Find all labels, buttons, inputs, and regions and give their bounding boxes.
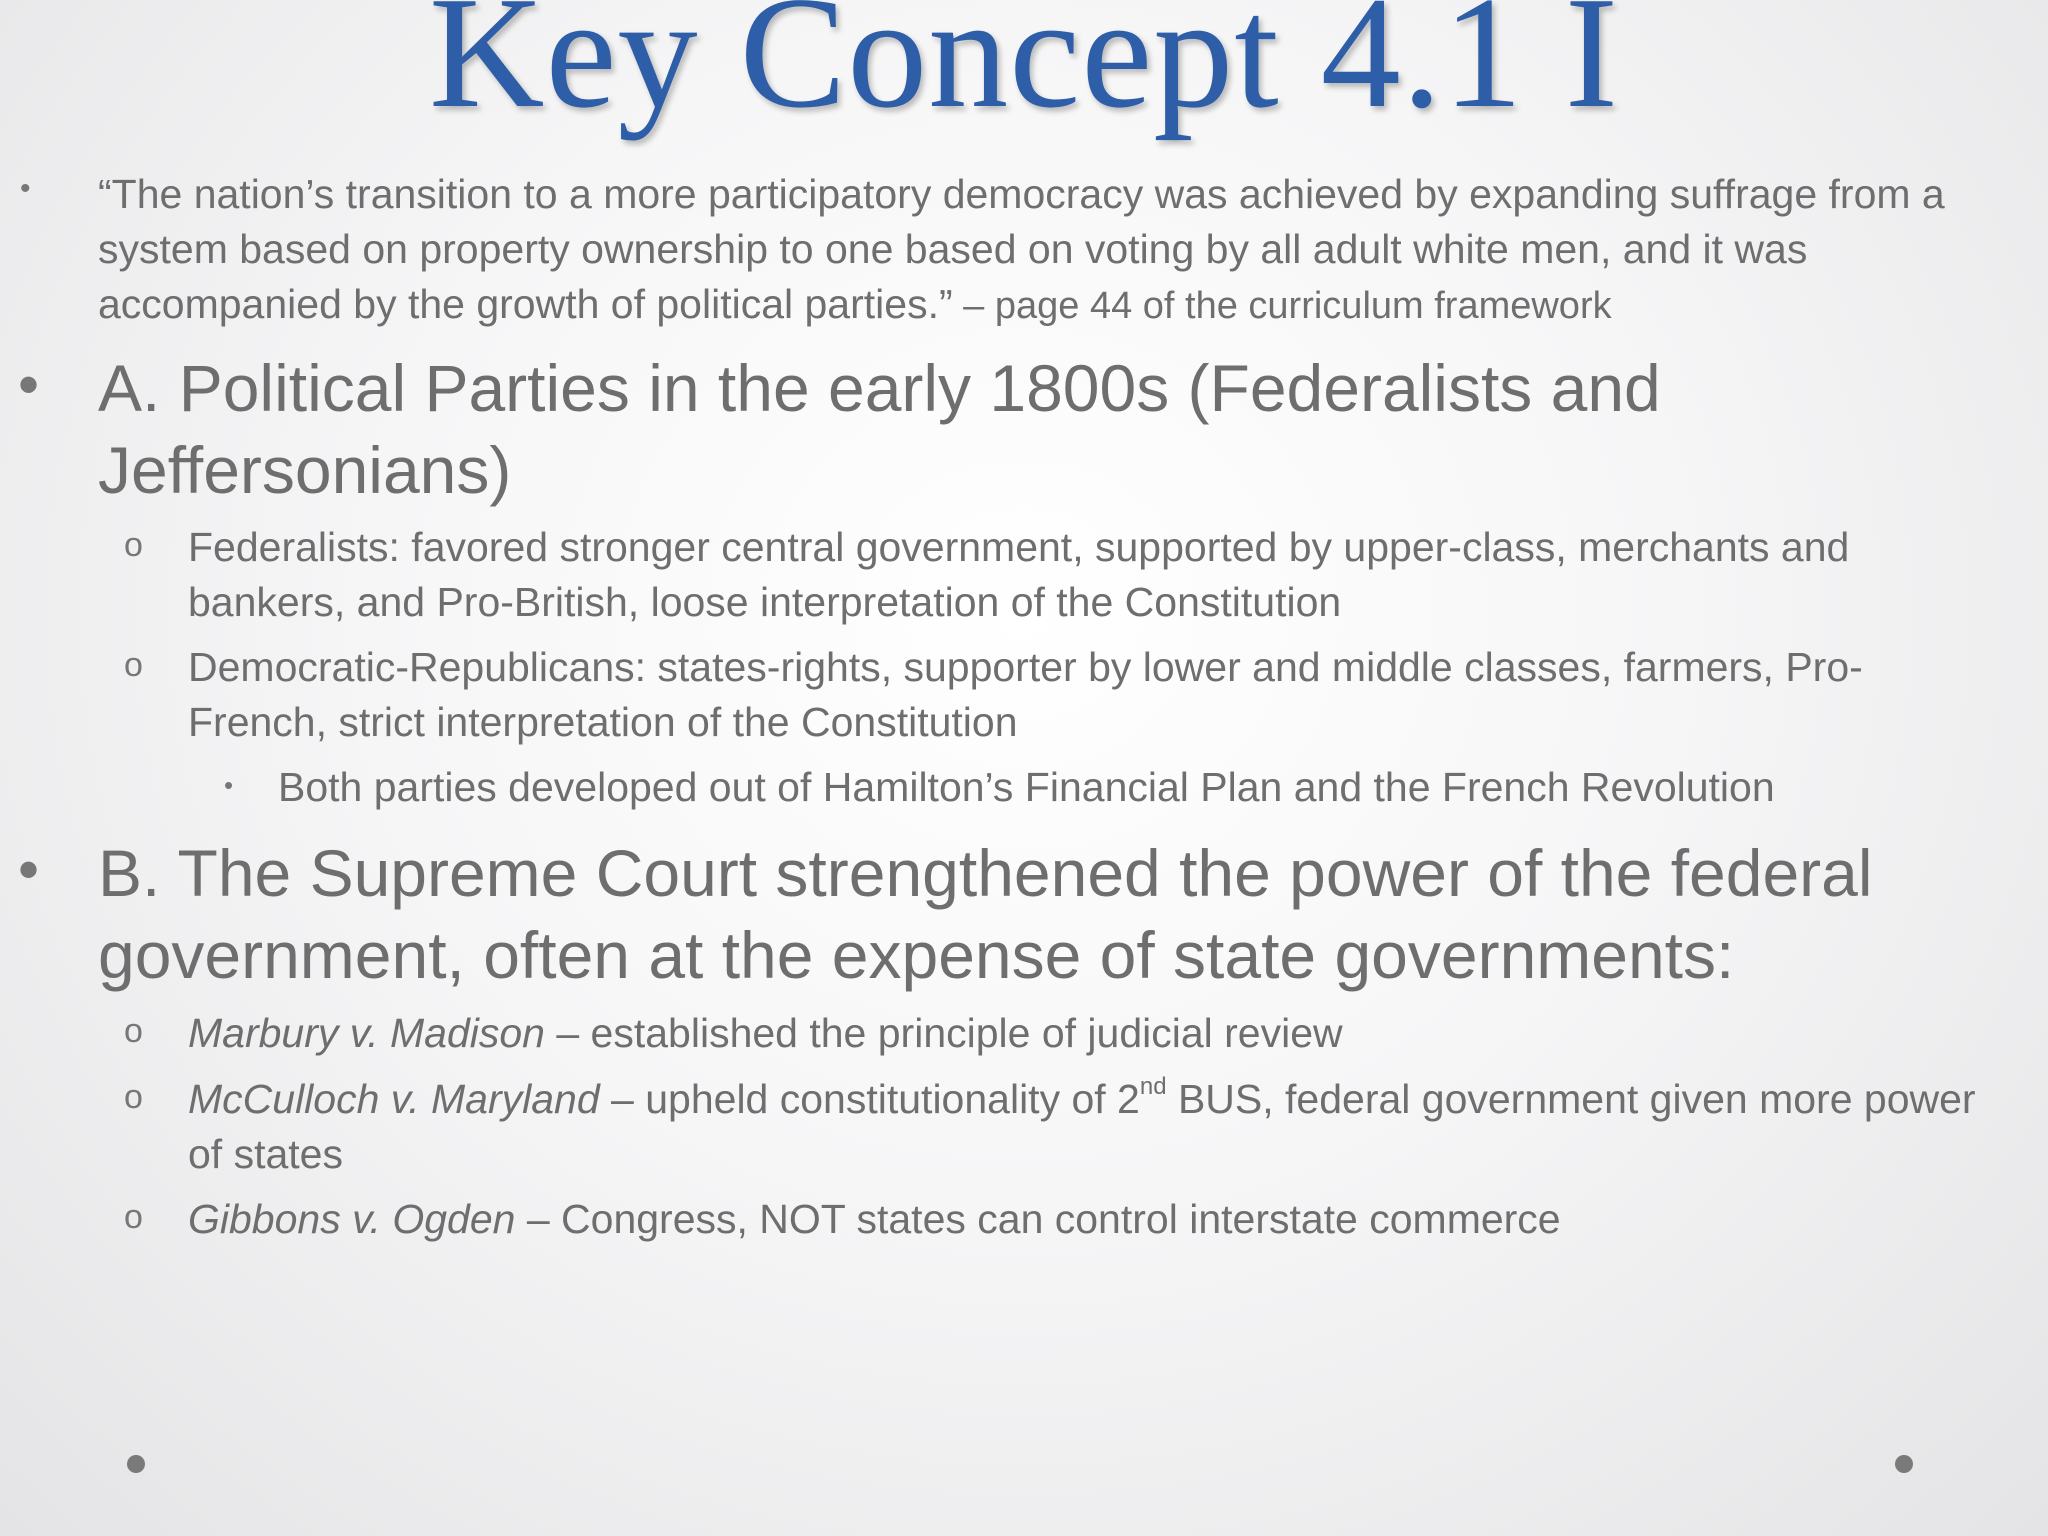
bullet-dot: • <box>18 836 40 903</box>
bullet-dot: • <box>18 351 40 418</box>
case-name: McCulloch v. Maryland <box>188 1076 600 1122</box>
case-description: – Congress, NOT states can control interstate commerce <box>515 1196 1561 1242</box>
quote-text: “The nation’s transition to a more participatory democracy was achieved by expanding suffrage from a system based on property ownership to one based on voting by all adult white men, and it was accompanied by the growth of political parties.” <box>98 171 1945 327</box>
bullet-circle: o <box>124 526 143 564</box>
section-a-item-federalists: Federalists: favored stronger central government, supported by upper-class, merchants and bankers, and Pro-British, loose interpretation of the Constitution <box>188 524 1850 625</box>
bullet-dot: • <box>224 770 234 800</box>
case-description-cont: BUS, federal government given more power of states <box>188 1076 1976 1177</box>
case-gibbons <box>188 1192 1988 1247</box>
framework-quote <box>98 167 2028 334</box>
case-marbury <box>188 1006 1988 1061</box>
bullet-circle: o <box>124 1198 143 1236</box>
bullet-circle: o <box>124 1012 143 1050</box>
slide-title: Key Concept 4.1 I <box>428 0 1620 141</box>
case-mcculloch <box>188 1072 1988 1182</box>
section-a-subitem: Both parties developed out of Hamilton’s Financial Plan and the French Revolution <box>278 764 1775 810</box>
section-a-item-democratic-republicans: Democratic-Republicans: states-rights, supporter by lower and middle classes, farmers, Pro-French, strict interpretation of the Constitution <box>188 644 1863 745</box>
case-description: – established the principle of judicial review <box>544 1010 1343 1056</box>
decorative-dot-right <box>1895 1455 1913 1473</box>
ordinal-suffix: nd <box>1139 1073 1167 1101</box>
section-a-heading: A. Political Parties in the early 1800s (Federalists and Jeffersonians) <box>98 351 1661 507</box>
section-b-heading: B. The Supreme Court strengthened the power of the federal government, often at the expense of state governments: <box>98 836 1873 992</box>
decorative-dot-left <box>127 1455 145 1473</box>
bullet-dot: • <box>20 172 31 205</box>
case-description: – upheld constitutionality of 2 <box>599 1076 1140 1122</box>
bullet-circle: o <box>124 646 143 684</box>
bullet-circle: o <box>124 1078 143 1116</box>
quote-citation: – page 44 of the curriculum framework <box>952 285 1612 327</box>
case-name: Gibbons v. Ogden <box>188 1196 516 1242</box>
case-name: Marbury v. Madison <box>188 1010 545 1056</box>
